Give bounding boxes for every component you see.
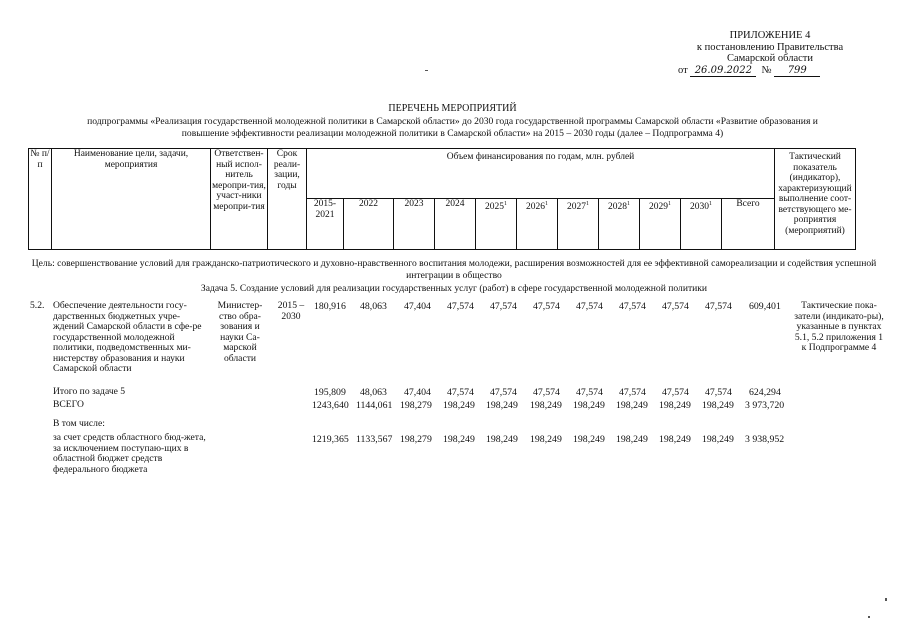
scan-speck [885, 598, 887, 601]
th-year-2024: 2024 [435, 199, 476, 250]
value-cell: 609,401 [749, 301, 781, 312]
value-cell: 47,574 [576, 387, 603, 398]
th-indicator: Тактический показатель (индикатор), характеризующий выполнение соот-ветствующего ме-роприятия (мероприятий) [775, 149, 856, 250]
th-year-2022: 2022 [344, 199, 394, 250]
row-indicator: Тактические пока-затели (индикато-ры), указанные в пунктах 5.1, 5.2 приложения 1 к Подпрограмме 4 [794, 300, 884, 353]
th-year-2015-2021: 2015-2021 [307, 199, 344, 250]
value-cell: 624,294 [749, 387, 781, 398]
th-funding: Объем финансирования по годам, млн. рублей [307, 149, 775, 199]
th-term: Срок реали-зации, годы [268, 149, 307, 250]
th-name: Наименование цели, задачи, мероприятия [52, 149, 211, 250]
row-num: 5.2. [30, 300, 45, 311]
appendix-line1: к постановлению Правительства [696, 41, 844, 53]
value-cell: 198,249 [573, 400, 605, 411]
value-cell: 198,249 [443, 434, 475, 445]
th-year-2030: 2030$^1$ [681, 199, 722, 250]
date-value: 26.09.2022 [690, 65, 756, 78]
value-cell: 198,249 [486, 434, 518, 445]
value-cell: 47,574 [490, 301, 517, 312]
value-cell: 47,574 [705, 301, 732, 312]
value-cell: 1133,567 [356, 434, 393, 445]
document-title: ПЕРЕЧЕНЬ МЕРОПРИЯТИЙ [388, 103, 517, 114]
value-cell: 47,404 [404, 387, 431, 398]
document-subtitle [0, 116, 905, 140]
row-label-subtotal: Итого по задаче 5 [53, 386, 126, 397]
row-label-regional-budget: за счет средств областного бюд-жета, за исключением поступаю-щих в областной бюджет средств федерального бюджета [53, 432, 206, 475]
number-value: 799 [774, 65, 820, 78]
value-cell: 47,574 [705, 387, 732, 398]
value-cell: 3 973,720 [745, 400, 785, 411]
value-cell: 198,249 [616, 434, 648, 445]
value-cell: 198,279 [400, 434, 432, 445]
value-cell: 47,574 [619, 301, 646, 312]
subtitle-line2: повышение эффективности реализации молодежной политики в Самарской области» на 2015 – 2030 годы (далее – Подпрограмма 4) [181, 128, 724, 139]
value-cell: 47,574 [662, 301, 689, 312]
row-label-total: ВСЕГО [53, 399, 84, 410]
value-cell: 47,574 [619, 387, 646, 398]
value-cell: 198,279 [400, 400, 432, 411]
value-cell: 198,249 [616, 400, 648, 411]
th-num: № п/п [29, 149, 52, 250]
scan-speck [868, 616, 870, 618]
th-year-2029: 2029$^1$ [640, 199, 681, 250]
value-cell: 47,574 [447, 301, 474, 312]
value-cell: 198,249 [659, 400, 691, 411]
value-cell: 47,574 [662, 387, 689, 398]
date-prefix: от [678, 64, 688, 76]
th-resp: Ответствен-ный испол-нитель меропри-тия, участ-ники меропри-тия [211, 149, 268, 250]
th-year-2027: 2027$^1$ [558, 199, 599, 250]
value-cell: 180,916 [314, 301, 346, 312]
th-year-2026: 2026$^1$ [517, 199, 558, 250]
task-text: Задача 5. Создание условий для реализации государственных услуг (работ) в сфере государственной молодежной политики [200, 283, 708, 294]
th-total: Всего [722, 199, 775, 250]
value-cell: 48,063 [360, 387, 387, 398]
appendix-title: ПРИЛОЖЕНИЕ 4 [729, 30, 811, 41]
value-cell: 47,574 [576, 301, 603, 312]
value-cell: 47,574 [533, 387, 560, 398]
th-year-2023: 2023 [394, 199, 435, 250]
value-cell: 47,574 [533, 301, 560, 312]
value-cell: 48,063 [360, 301, 387, 312]
appendix-block [650, 30, 890, 77]
value-cell: 1219,365 [312, 434, 349, 445]
value-cell: 47,404 [404, 301, 431, 312]
value-cell: 198,249 [573, 434, 605, 445]
appendix-line2: Самарской области [727, 53, 813, 64]
subtitle-line1: подпрограммы «Реализация государственной молодежной политики в Самарской области» до 2030 года государственной программы Самарской области «Развитие образования и [87, 116, 818, 127]
value-cell: 198,249 [659, 434, 691, 445]
value-cell: 3 938,952 [745, 434, 785, 445]
value-cell: 47,574 [447, 387, 474, 398]
goal-text: Цель: совершенствование условий для гражданско-патриотического и духовно-нравственного воспитания молодежи, расширения возможностей для ее эффективной самореализации и содействия успешной интеграции в общество [31, 258, 877, 281]
header-table [28, 148, 856, 250]
value-cell: 198,249 [443, 400, 475, 411]
value-cell: 47,574 [490, 387, 517, 398]
value-cell: 198,249 [702, 400, 734, 411]
th-year-2025: 2025$^1$ [476, 199, 517, 250]
scan-speck [425, 70, 428, 71]
value-cell: 198,249 [530, 400, 562, 411]
value-cell: 198,249 [486, 400, 518, 411]
value-cell: 1243,640 [312, 400, 349, 411]
th-year-2028: 2028$^1$ [599, 199, 640, 250]
value-cell: 198,249 [702, 434, 734, 445]
row-resp: Министер-ство обра-зования и науки Са-марской области [217, 300, 263, 364]
value-cell: 198,249 [530, 434, 562, 445]
appendix-date-line [650, 65, 890, 78]
row-term: 2015 – 2030 [277, 300, 305, 322]
row-name: Обеспечение деятельности госу-дарственных бюджетных учре-ждений Самарской области в сфе-ре государственной молодежной политики, подведомственных ми-нистерству образования и науки Самарской области [53, 300, 202, 374]
value-cell: 195,809 [314, 387, 346, 398]
value-cell: 1144,061 [356, 400, 393, 411]
row-label-including: В том числе: [53, 418, 105, 429]
number-prefix: № [761, 64, 772, 76]
